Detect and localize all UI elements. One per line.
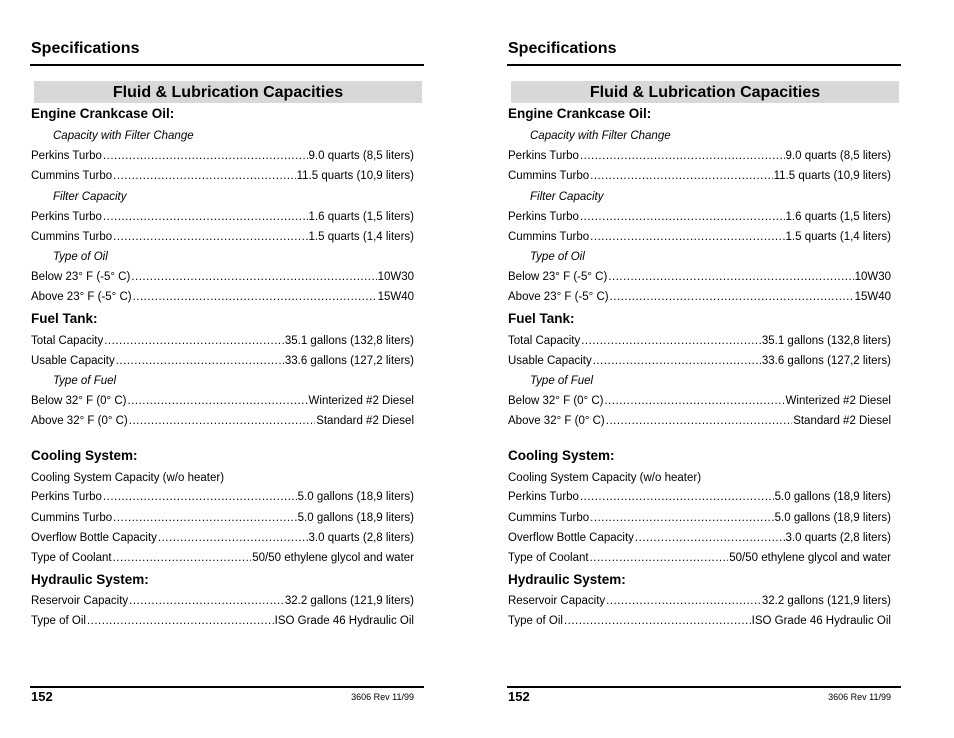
spec-row [31, 291, 414, 303]
spec-row [31, 211, 414, 223]
spec-label: Perkins Turbo [508, 150, 579, 162]
spec-value: 1.6 quarts (1,5 liters) [308, 211, 414, 223]
oil-type-label: Type of Oil [530, 251, 585, 263]
spec-row [508, 335, 891, 347]
spec-value: 32.2 gallons (121,9 liters) [284, 595, 414, 607]
spec-value: 33.6 gallons (127,2 liters) [284, 355, 414, 367]
spec-row [31, 615, 414, 627]
spec-row [31, 512, 414, 524]
spec-row [31, 552, 414, 564]
footer-rule [507, 686, 901, 688]
leader-dots [606, 415, 792, 427]
spec-value: 11.5 quarts (10,9 liters) [296, 170, 414, 182]
spec-value: Standard #2 Diesel [793, 415, 891, 427]
spec-label: Above 23° F (-5° C) [31, 291, 132, 303]
spec-value: Winterized #2 Diesel [785, 395, 891, 407]
spec-value: ISO Grade 46 Hydraulic Oil [274, 615, 414, 627]
spec-row [508, 291, 891, 303]
spec-label: Type of Oil [31, 615, 86, 627]
spec-label: Below 32° F (0° C) [508, 395, 604, 407]
leader-dots [103, 491, 297, 503]
leader-dots [580, 150, 785, 162]
spec-value: 9.0 quarts (8,5 liters) [308, 150, 414, 162]
fuel-heading: Fuel Tank: [31, 311, 98, 326]
cooling-note: Cooling System Capacity (w/o heater) [31, 472, 225, 484]
spec-value: 1.5 quarts (1,4 liters) [308, 231, 414, 243]
filter-capacity-label: Filter Capacity [530, 191, 604, 203]
leader-dots [580, 491, 774, 503]
spec-label: Perkins Turbo [31, 150, 102, 162]
spec-row [31, 335, 414, 347]
spec-value: 3.0 quarts (2,8 liters) [308, 532, 414, 544]
footer-rule [30, 686, 424, 688]
spec-value: 35.1 gallons (132,8 liters) [284, 335, 414, 347]
spec-value: 5.0 gallons (18,9 liters) [774, 491, 891, 503]
spec-row [31, 170, 414, 182]
spec-row [31, 491, 414, 503]
hydraulic-heading: Hydraulic System: [31, 572, 149, 587]
spec-label: Total Capacity [31, 335, 104, 347]
spec-row [508, 552, 891, 564]
spec-value: 15W40 [377, 291, 414, 303]
engine-heading: Engine Crankcase Oil: [31, 106, 175, 121]
spec-value: Standard #2 Diesel [316, 415, 414, 427]
page-left [30, 0, 425, 738]
spec-row [508, 231, 891, 243]
spec-label: Cummins Turbo [508, 170, 590, 182]
leader-dots [113, 231, 307, 243]
spec-row [31, 532, 414, 544]
spec-row [508, 415, 891, 427]
spec-label: Cummins Turbo [31, 231, 113, 243]
fuel-heading: Fuel Tank: [508, 311, 575, 326]
spec-label: Reservoir Capacity [31, 595, 129, 607]
leader-dots [581, 335, 761, 347]
leader-dots [133, 291, 377, 303]
page-number: 152 [31, 689, 53, 704]
leader-dots [116, 355, 284, 367]
leader-dots [113, 552, 252, 564]
leader-dots [590, 552, 729, 564]
filter-change-label: Capacity with Filter Change [53, 130, 194, 142]
section-title: Fluid & Lubrication Capacities [34, 81, 422, 103]
page-number: 152 [508, 689, 530, 704]
spec-label: Usable Capacity [508, 355, 592, 367]
leader-dots [606, 595, 761, 607]
spec-row [508, 395, 891, 407]
spec-value: 10W30 [377, 271, 414, 283]
spec-label: Overflow Bottle Capacity [31, 532, 157, 544]
leader-dots [87, 615, 274, 627]
leader-dots [113, 512, 296, 524]
spec-value: 50/50 ethylene glycol and water [729, 552, 891, 564]
spec-value: ISO Grade 46 Hydraulic Oil [751, 615, 891, 627]
spec-label: Type of Oil [508, 615, 563, 627]
revision-label: 3606 Rev 11/99 [828, 692, 891, 702]
spec-label: Total Capacity [508, 335, 581, 347]
header-rule [507, 64, 901, 66]
spec-value: 15W40 [854, 291, 891, 303]
spec-row [508, 150, 891, 162]
spec-value: 11.5 quarts (10,9 liters) [773, 170, 891, 182]
leader-dots [590, 512, 773, 524]
spec-row [508, 532, 891, 544]
leader-dots [635, 532, 785, 544]
revision-label: 3606 Rev 11/99 [351, 692, 414, 702]
spec-label: Type of Coolant [31, 552, 112, 564]
leader-dots [593, 355, 761, 367]
leader-dots [103, 211, 308, 223]
leader-dots [608, 271, 853, 283]
leader-dots [127, 395, 307, 407]
spec-value: 10W30 [854, 271, 891, 283]
spec-value: 9.0 quarts (8,5 liters) [785, 150, 891, 162]
leader-dots [564, 615, 751, 627]
spec-label: Cummins Turbo [31, 512, 113, 524]
spec-row [508, 595, 891, 607]
spec-value: 5.0 gallons (18,9 liters) [774, 512, 891, 524]
page-right [507, 0, 902, 738]
spec-row [508, 170, 891, 182]
filter-change-label: Capacity with Filter Change [530, 130, 671, 142]
spec-row [31, 355, 414, 367]
spec-label: Overflow Bottle Capacity [508, 532, 634, 544]
spec-label: Cummins Turbo [31, 170, 113, 182]
spec-value: 32.2 gallons (121,9 liters) [761, 595, 891, 607]
spec-label: Below 32° F (0° C) [31, 395, 127, 407]
spec-label: Cummins Turbo [508, 512, 590, 524]
page-header: Specifications [508, 40, 617, 57]
fuel-type-label: Type of Fuel [530, 375, 594, 387]
cooling-heading: Cooling System: [508, 448, 615, 463]
leader-dots [129, 415, 315, 427]
leader-dots [129, 595, 284, 607]
leader-dots [104, 335, 284, 347]
hydraulic-heading: Hydraulic System: [508, 572, 626, 587]
engine-heading: Engine Crankcase Oil: [508, 106, 652, 121]
spec-label: Perkins Turbo [31, 211, 102, 223]
leader-dots [103, 150, 308, 162]
page-header: Specifications [31, 40, 140, 57]
spec-value: 5.0 gallons (18,9 liters) [297, 512, 414, 524]
leader-dots [590, 231, 784, 243]
spec-value: 1.5 quarts (1,4 liters) [785, 231, 891, 243]
spec-row [508, 615, 891, 627]
spec-label: Cummins Turbo [508, 231, 590, 243]
spec-label: Usable Capacity [31, 355, 115, 367]
spec-row [508, 211, 891, 223]
spec-row [508, 271, 891, 283]
leader-dots [113, 170, 295, 182]
spec-value: 33.6 gallons (127,2 liters) [761, 355, 891, 367]
spec-label: Perkins Turbo [31, 491, 102, 503]
spec-label: Reservoir Capacity [508, 595, 606, 607]
fuel-type-label: Type of Fuel [53, 375, 117, 387]
spec-label: Type of Coolant [508, 552, 589, 564]
spec-row [31, 415, 414, 427]
spec-label: Above 23° F (-5° C) [508, 291, 609, 303]
spec-label: Below 23° F (-5° C) [508, 271, 608, 283]
spec-row [31, 595, 414, 607]
spec-value: Winterized #2 Diesel [308, 395, 414, 407]
cooling-note: Cooling System Capacity (w/o heater) [508, 472, 702, 484]
spec-row [31, 395, 414, 407]
spec-value: 5.0 gallons (18,9 liters) [297, 491, 414, 503]
spec-value: 50/50 ethylene glycol and water [252, 552, 414, 564]
section-title: Fluid & Lubrication Capacities [511, 81, 899, 103]
spec-value: 35.1 gallons (132,8 liters) [761, 335, 891, 347]
spec-row [31, 231, 414, 243]
leader-dots [604, 395, 784, 407]
leader-dots [131, 271, 376, 283]
filter-capacity-label: Filter Capacity [53, 191, 127, 203]
spec-row [508, 512, 891, 524]
spec-row [508, 355, 891, 367]
spec-row [31, 271, 414, 283]
leader-dots [580, 211, 785, 223]
spec-label: Perkins Turbo [508, 491, 579, 503]
spec-row [508, 491, 891, 503]
leader-dots [610, 291, 854, 303]
cooling-heading: Cooling System: [31, 448, 138, 463]
leader-dots [158, 532, 308, 544]
leader-dots [590, 170, 772, 182]
spec-label: Above 32° F (0° C) [508, 415, 605, 427]
spec-label: Above 32° F (0° C) [31, 415, 128, 427]
spec-label: Perkins Turbo [508, 211, 579, 223]
oil-type-label: Type of Oil [53, 251, 108, 263]
spec-value: 1.6 quarts (1,5 liters) [785, 211, 891, 223]
header-rule [30, 64, 424, 66]
spec-row [31, 150, 414, 162]
spec-value: 3.0 quarts (2,8 liters) [785, 532, 891, 544]
spec-label: Below 23° F (-5° C) [31, 271, 131, 283]
